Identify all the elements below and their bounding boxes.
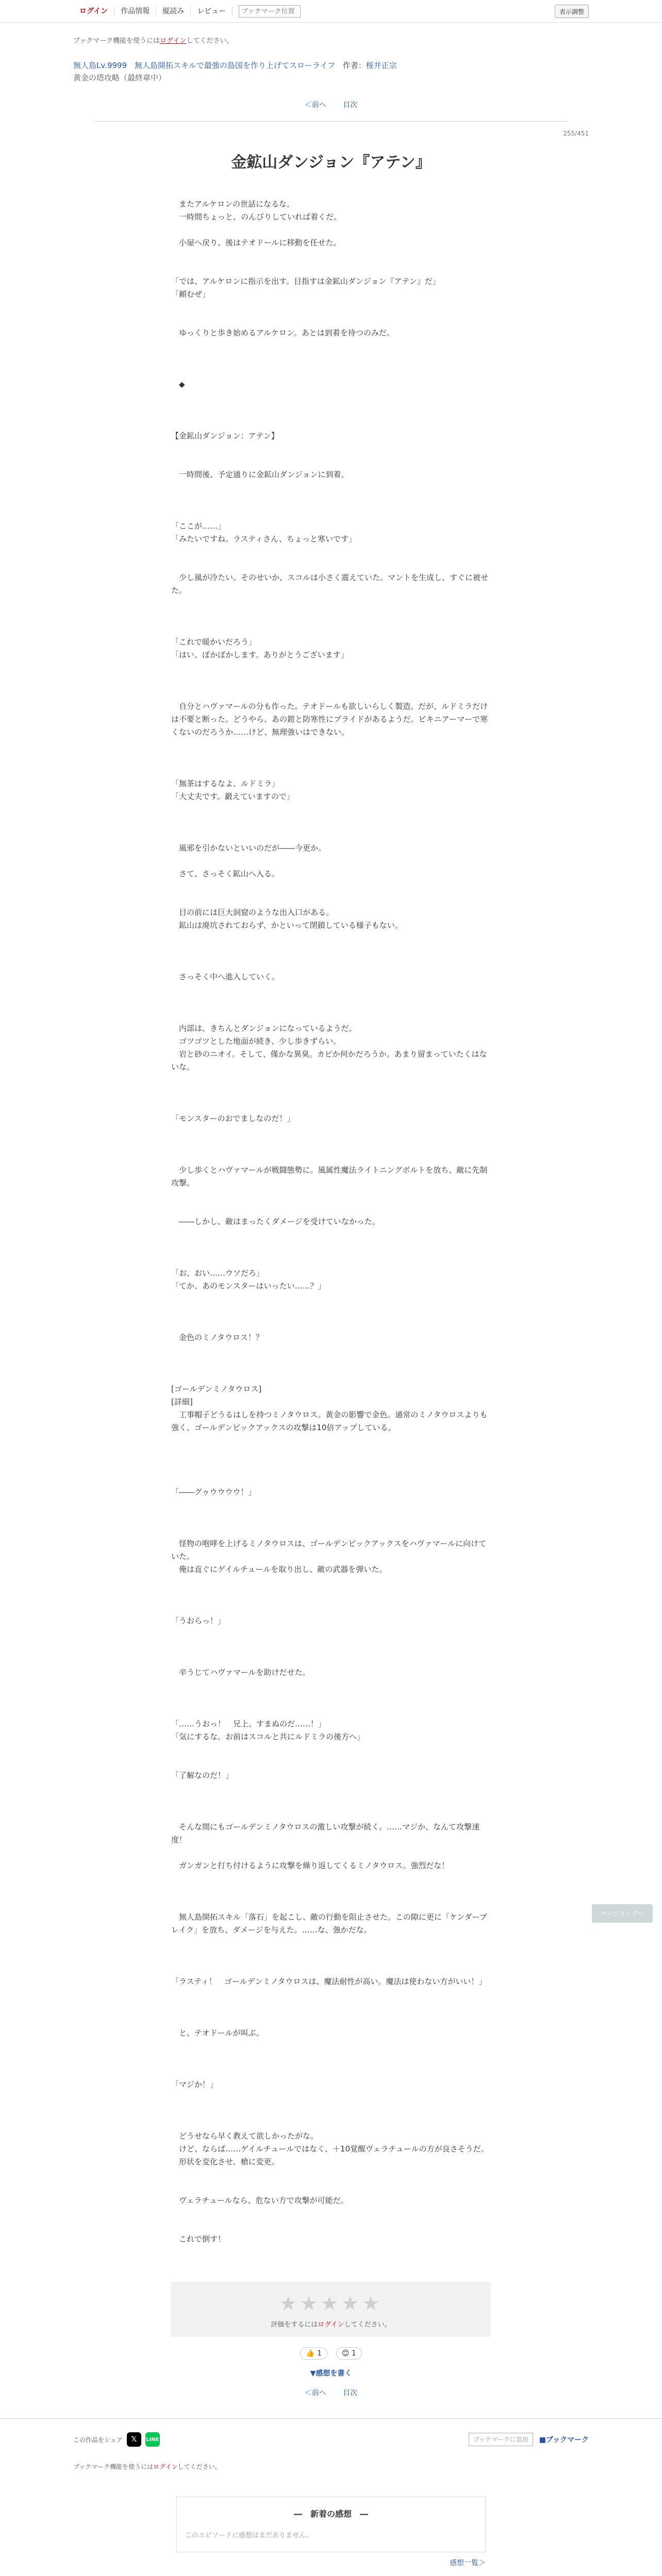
body-line: またアルケロンの世話になるな。 — [171, 199, 295, 209]
prev-link-bottom[interactable]: ＜前へ — [304, 2389, 326, 2397]
body-line — [171, 1653, 491, 1666]
body-line: 内部は、きちんとダンジョンになっているようだ。 — [171, 1024, 357, 1033]
toc-link[interactable]: 目次 — [343, 101, 358, 109]
body-line: 少し風が冷たい。そのせいか、スコルは小さく震えていた。マントを生成し、すぐに被せた。 — [171, 573, 489, 595]
thumbs-up-icon: 👍 — [306, 2349, 315, 2358]
smile-icon: 😊 — [341, 2349, 350, 2358]
body-line — [171, 2181, 491, 2194]
body-line: 【金鉱山ダンジョン：アテン】 — [171, 431, 279, 440]
write-comment-toggle[interactable]: ▼感想を書く — [310, 2369, 352, 2378]
body-line — [171, 1950, 491, 1962]
body-line — [171, 1846, 491, 1859]
impressions-box — [176, 2497, 486, 2552]
body-line — [171, 893, 491, 906]
body-line: 辛うじてハヴァマールを助けだせた。 — [171, 1668, 310, 1677]
bookmark-note: ブックマーク機能を使うにはログインしてください。 — [73, 37, 234, 45]
body-line — [171, 1602, 491, 1615]
body-line — [171, 2104, 491, 2117]
body-line: 「……うおっ！ 兄上、すまぬのだ……！」 — [171, 1719, 326, 1728]
x-share-icon[interactable]: 𝕏 — [127, 2432, 141, 2447]
body-line — [171, 1743, 491, 1756]
body-line: 「では、アルケロンに指示を出す。目指すは金鉱山ダンジョン『アテン』だ」 — [171, 277, 440, 286]
body-line — [171, 262, 491, 275]
body-line — [171, 816, 491, 829]
body-line — [171, 2053, 491, 2065]
body-line — [171, 1087, 491, 1099]
body-line: これで倒す！ — [171, 2234, 226, 2244]
rating-login-link[interactable]: ログイン — [318, 2321, 344, 2329]
bookmark-login-link[interactable]: ログイン — [160, 37, 187, 45]
body-line: 鉱山は廃坑されておらず、かといって閉鎖している様子もない。 — [171, 921, 403, 930]
body-line — [171, 662, 491, 674]
top-nav — [73, 7, 233, 16]
body-line: ヴェラチュールなら、危ない方で攻撃が可能だ。 — [171, 2196, 349, 2205]
body-line — [171, 829, 491, 842]
body-line — [171, 1937, 491, 1950]
body-line — [171, 2014, 491, 2027]
body-line: 怪物の咆哮を上げるミノタウロスは、ゴールデンピックアックスをハヴァマールに向けていた。 — [171, 1539, 487, 1561]
body-line — [171, 1306, 491, 1318]
body-line — [171, 1318, 491, 1331]
body-line — [171, 1074, 491, 1087]
body-line — [171, 546, 491, 558]
body-line — [171, 2168, 491, 2181]
body-line: 「ラスティ！ ゴールデンミノタウロスは、魔法耐性が高い。魔法は使わない方がいい！」 — [171, 1977, 487, 1986]
body-line — [171, 1241, 491, 1254]
below-content — [73, 2432, 589, 2576]
body-line — [171, 996, 491, 1009]
author-label: 作者： — [342, 61, 366, 70]
body-line — [171, 1872, 491, 1885]
body-line — [171, 1370, 491, 1383]
body-line — [171, 249, 491, 262]
impressions-more-link[interactable]: 感想一覧＞ — [450, 2559, 486, 2567]
body-line — [171, 494, 491, 507]
body-line — [171, 391, 491, 404]
reaction-smile-button[interactable]: 😊 1 — [336, 2347, 362, 2360]
body-line — [171, 2001, 491, 2014]
impressions-empty: このエピソードに感想はまだありません。 — [185, 2532, 313, 2539]
body-line: 岩と砂のニオイ。そして、僅かな異臭。カビか何かだろうか。あまり留まっていたくはないな。 — [171, 1049, 487, 1072]
body-line: 風邪を引かないといいのだが――今更か。 — [171, 843, 326, 853]
body-line: 無人島開拓スキル「落石」を起こし、敵の行動を阻止させた。この隙に更に「ケンダーブレイク」を放ち、ダメージを与えた。……な、強かだな。 — [171, 1912, 487, 1935]
body-line — [171, 1138, 491, 1151]
body-line: 「うおらっ！」 — [171, 1616, 226, 1625]
body-line — [171, 1190, 491, 1202]
body-line: ガンガンと打ち付けるように攻撃を繰り返してくるミノタウロス。強烈だな！ — [171, 1861, 450, 1870]
body-line — [171, 2220, 491, 2233]
body-line — [171, 880, 491, 893]
prev-link[interactable]: ＜前へ — [304, 101, 326, 109]
body-line — [171, 739, 491, 752]
page-top-button[interactable]: ページトップへ — [592, 1904, 653, 1923]
body-line — [171, 1228, 491, 1241]
body-line — [171, 623, 491, 636]
body-line: 自分とハヴァマールの分も作った。テオドールも欲しいらしく製造。だが、ルドミラだけは不要と断った。どうやら、あの鎧と防寒性にプライドがあるようだ。ビキニアーマーで寒くないのだろうか……けど、無理強いはできない。 — [171, 702, 488, 737]
body-line — [171, 1524, 491, 1537]
body-line: と、テオドールが叫ぶ。 — [171, 2028, 264, 2038]
episode-title: 金鉱山ダンジョン『アテン』 — [231, 154, 431, 172]
body-line — [171, 1808, 491, 1821]
body-line — [171, 1898, 491, 1911]
body-line: 「了解なのだ！」 — [171, 1771, 234, 1780]
body-line: ゴツゴツとした地面が続き、少し歩きずらい。 — [171, 1037, 341, 1046]
body-line — [171, 1344, 491, 1357]
body-line — [171, 1293, 491, 1306]
bookmark-area — [469, 2433, 589, 2446]
body-line — [171, 1473, 491, 1486]
body-line: 俺は直ぐにゲイルチュールを取り出し、敵の武器を弾いた。 — [171, 1565, 387, 1574]
bookmark-note-2: ブックマーク機能を使うにはログインしてください。 — [73, 2463, 221, 2470]
body-line — [171, 1499, 491, 1512]
chapter-name: 黄金の塔攻略（最終章中） — [73, 73, 167, 82]
body-line — [171, 481, 491, 494]
rating-note: 評価をするにはログインしてください。 — [271, 2321, 391, 2329]
body-line — [171, 984, 491, 996]
body-line: [詳細] — [171, 1397, 193, 1406]
body-line: 「気にするな。お前はスコルと共にルドミラの後方へ」 — [171, 1732, 365, 1741]
body-line: 形状を変化させ、槍に変更。 — [171, 2157, 279, 2166]
body-line: [ゴールデンミノタウロス] — [171, 1384, 262, 1394]
body-line — [171, 1434, 491, 1447]
body-line — [171, 558, 491, 571]
bookmark-button[interactable]: ■ブックマーク — [539, 2436, 589, 2444]
body-line — [171, 1756, 491, 1769]
body-line — [171, 1447, 491, 1460]
body-line — [171, 855, 491, 868]
divider — [0, 2418, 662, 2419]
body-line — [171, 1009, 491, 1022]
body-line — [171, 1692, 491, 1705]
body-line: 「――グゥウウウウ！」 — [171, 1487, 256, 1497]
pager-top — [73, 99, 589, 110]
body-line — [171, 314, 491, 327]
author-link[interactable]: 桜井正宗 — [366, 61, 397, 70]
body-line: 「みたいですね。ラスティさん、ちょっと寒いです」 — [171, 534, 356, 544]
body-line — [171, 2207, 491, 2220]
body-line: 「ここが……」 — [171, 521, 226, 531]
nav-login[interactable]: ログイン — [73, 7, 114, 16]
body-line — [171, 1254, 491, 1267]
series-title-link[interactable]: 無人島Lv.9999 無人島開拓スキルで最強の島国を作り上げてスローライフ — [73, 61, 335, 70]
toc-link-bottom[interactable]: 目次 — [343, 2389, 358, 2397]
body-line — [171, 1962, 491, 1975]
body-line — [171, 1885, 491, 1898]
body-line: 「てか、あのモンスターはいったい……？」 — [171, 1281, 326, 1291]
body-line: 「はい、ぽかぽかします。ありがとうございます」 — [171, 650, 349, 659]
body-line: 小屋へ戻り、後はテオドールに移動を任せた。 — [171, 238, 341, 247]
body-line: 金色のミノタウロス！？ — [171, 1333, 263, 1342]
body-line — [171, 417, 491, 430]
body-line — [171, 803, 491, 816]
body-line — [171, 1628, 491, 1640]
body-line — [171, 1705, 491, 1718]
body-line: 「大丈夫です。鍛えていますので」 — [171, 792, 294, 801]
body-line: 「頼むぜ」 — [171, 290, 210, 299]
body-line: さて、さっそく鉱山へ入る。 — [171, 869, 279, 878]
body-line — [171, 1795, 491, 1808]
body-line — [171, 2091, 491, 2104]
body-line — [171, 224, 491, 236]
body-line — [171, 1589, 491, 1602]
body-line — [171, 507, 491, 520]
body-line: 目の前には巨大洞窟のような出入口がある。 — [171, 908, 334, 917]
body-line — [171, 1357, 491, 1370]
rating-box — [171, 2282, 491, 2337]
rating-stars[interactable]: ★★★★★ — [279, 2292, 383, 2315]
body-line — [171, 674, 491, 687]
body-line — [171, 365, 491, 378]
bookmark-input[interactable]: ブックマークに追加 — [469, 2433, 533, 2446]
body-line — [171, 1782, 491, 1795]
body-line: さっそく中へ進入していく。 — [171, 972, 279, 981]
body-line: 「無茶はするなよ、ルドミラ」 — [171, 779, 280, 788]
body-line — [171, 945, 491, 958]
nav-vertical[interactable]: 縦読み — [156, 7, 191, 16]
body-line: 「モンスターのおでましなのだ！」 — [171, 1114, 295, 1123]
impressions-title: ― 新着の感想 ― — [293, 2509, 368, 2519]
body-line — [171, 687, 491, 700]
body-line: 「これで暖かいだろう」 — [171, 637, 257, 647]
body-line: 「お、おい……ウソだろ」 — [171, 1268, 264, 1278]
body-line: ――しかし、敵はまったくダメージを受けていなかった。 — [171, 1217, 380, 1226]
body-line — [171, 610, 491, 623]
body-line — [171, 2040, 491, 2053]
body-line: そんな間にもゴールデンミノタウロスの激しい攻撃が続く。……マジか、なんて攻撃速度！ — [171, 1822, 480, 1844]
top-bar — [0, 0, 662, 23]
share-label: この作品をシェア — [73, 2436, 123, 2444]
body-line — [171, 2065, 491, 2078]
body-line — [171, 1576, 491, 1589]
line-share-icon[interactable]: LINE — [145, 2432, 160, 2447]
display-settings-button[interactable]: 表示調整 — [555, 5, 589, 18]
body-line — [171, 1679, 491, 1692]
episode-body — [171, 198, 491, 2246]
body-line: ◆ — [171, 380, 185, 389]
share-row — [73, 2432, 589, 2447]
body-line — [171, 752, 491, 765]
body-line — [171, 1099, 491, 1112]
body-line — [171, 2117, 491, 2130]
body-line: ゆっくりと歩き始めるアルケロン。あとは到着を待つのみだ。 — [171, 328, 394, 337]
body-line: 少し歩くとハヴァマールが戦闘態勢に。風属性魔法ライトニングボルトを放ち、敵に先制攻撃。 — [171, 1165, 488, 1188]
body-line: 一時間ちょっと、のんびりしていれば着くだ。 — [171, 212, 342, 222]
body-line — [171, 404, 491, 417]
nav-review[interactable]: レビュー — [191, 7, 233, 16]
body-line — [171, 1512, 491, 1524]
body-line — [171, 1202, 491, 1215]
body-line — [171, 765, 491, 777]
body-line — [171, 1988, 491, 2001]
body-line: けど、ならば……ゲイルチュールではなく、＋10覚醒ヴェラチュールの方が良さそうだ。 — [171, 2144, 489, 2154]
body-line — [171, 455, 491, 468]
bookmark-login-link-2[interactable]: ログイン — [153, 2463, 178, 2470]
body-line — [171, 1460, 491, 1473]
main-content — [73, 35, 589, 2398]
page-number: 255/451 — [563, 130, 589, 137]
body-line: 「マジか！」 — [171, 2080, 218, 2089]
series-row — [73, 59, 589, 72]
reaction-buttons — [73, 2347, 589, 2360]
body-line — [171, 301, 491, 314]
body-line: 工事帽子どうるはしを持つミノタウロス。黄金の影響で金色。通常のミノタウロスよりも強く、ゴールデンピックアックスの攻撃は10倍アップしている。 — [171, 1410, 488, 1432]
reaction-thumbs-up-button[interactable]: 👍 1 — [300, 2347, 327, 2360]
body-line: どうせなら早く教えて欲しかったがな。 — [171, 2131, 319, 2141]
pager-bottom — [73, 2387, 589, 2398]
body-line — [171, 1640, 491, 1653]
body-line — [171, 443, 491, 455]
nav-work-info[interactable]: 作品情報 — [114, 7, 156, 16]
body-line — [171, 1125, 491, 1138]
divider — [94, 121, 568, 122]
body-line — [171, 932, 491, 945]
body-line — [171, 340, 491, 352]
body-line — [171, 352, 491, 365]
bookmark-position-input[interactable] — [239, 5, 301, 18]
body-line — [171, 597, 491, 610]
body-line: 一時間後、予定通りに金鉱山ダンジョンに到着。 — [171, 470, 349, 479]
body-line — [171, 958, 491, 971]
body-line — [171, 1151, 491, 1164]
